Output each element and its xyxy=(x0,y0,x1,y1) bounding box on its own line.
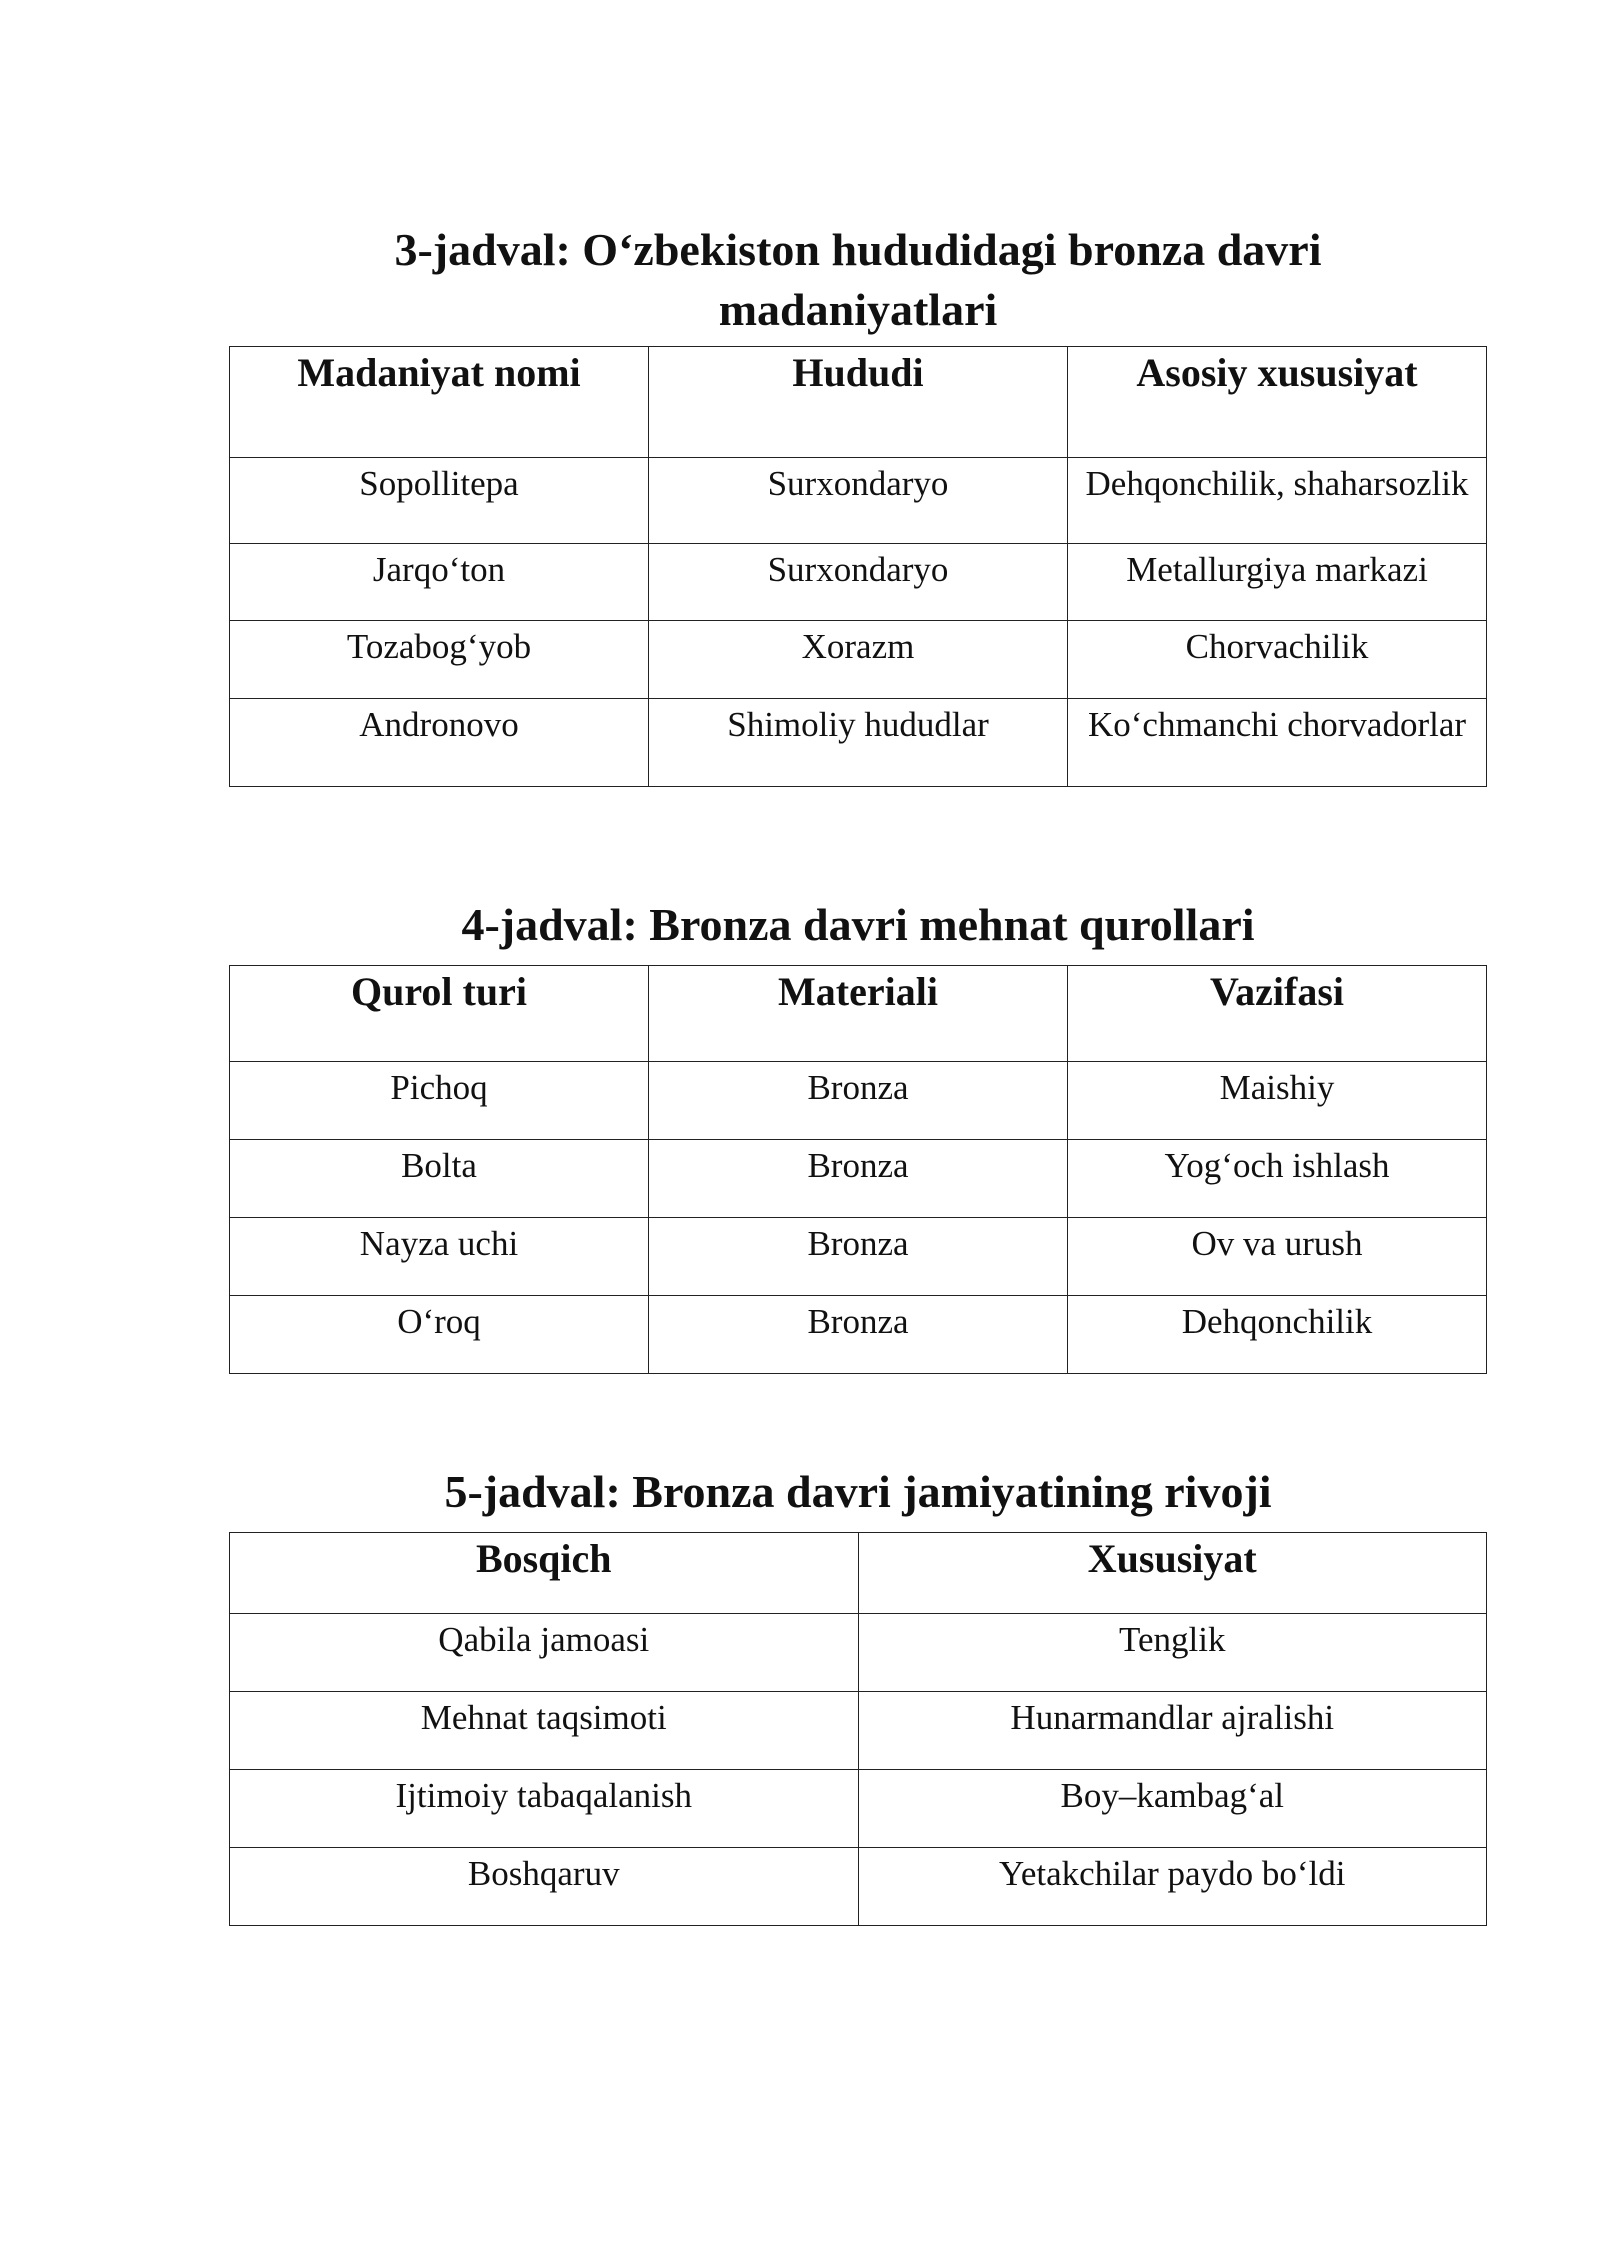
table-row xyxy=(230,544,1487,621)
table-cell: Hunarmandlar ajralishi xyxy=(858,1692,1487,1770)
table-row xyxy=(230,1770,1487,1848)
table3-section xyxy=(229,220,1487,787)
table-row xyxy=(230,621,1487,699)
table-cell: Ijtimoiy tabaqalanish xyxy=(230,1770,859,1848)
table-header-cell: Materiali xyxy=(649,966,1068,1062)
table5-title: 5-jadval: Bronza davri jamiyatining rivoji xyxy=(444,1466,1272,1517)
table-cell: Shimoliy hududlar xyxy=(649,699,1068,787)
table-cell: Dehqonchilik, shaharsozlik xyxy=(1068,458,1487,544)
table-cell: Pichoq xyxy=(230,1062,649,1140)
table-cell: Ov va urush xyxy=(1068,1218,1487,1296)
table-header-cell: Bosqich xyxy=(230,1533,859,1614)
table-row xyxy=(230,1140,1487,1218)
table-cell: Yetakchilar paydo bo‘ldi xyxy=(858,1848,1487,1926)
table-cell: Bronza xyxy=(649,1296,1068,1374)
table-row xyxy=(230,1692,1487,1770)
table-header-row xyxy=(230,347,1487,458)
table-cell: Bronza xyxy=(649,1062,1068,1140)
table4 xyxy=(229,965,1487,1374)
table-cell: Boy–kambag‘al xyxy=(858,1770,1487,1848)
table-cell: Sopollitepa xyxy=(230,458,649,544)
table-cell: Surxondaryo xyxy=(649,544,1068,621)
table-cell: Ko‘chmanchi chorvadorlar xyxy=(1068,699,1487,787)
table-cell: Jarqo‘ton xyxy=(230,544,649,621)
table-row xyxy=(230,1062,1487,1140)
table-cell: Surxondaryo xyxy=(649,458,1068,544)
table-cell: Chorvachilik xyxy=(1068,621,1487,699)
table-header-row xyxy=(230,1533,1487,1614)
table-cell: Boshqaruv xyxy=(230,1848,859,1926)
table-row xyxy=(230,1848,1487,1926)
table-cell: Mehnat taqsimoti xyxy=(230,1692,859,1770)
table3-title: 3-jadval: O‘zbekiston hududidagi bronza davri madaniyatlari xyxy=(394,224,1322,335)
table-header-cell: Qurol turi xyxy=(230,966,649,1062)
table-cell: Xorazm xyxy=(649,621,1068,699)
table-cell: Andronovo xyxy=(230,699,649,787)
table-cell: Maishiy xyxy=(1068,1062,1487,1140)
table-header-cell: Hududi xyxy=(649,347,1068,458)
table-cell: Tenglik xyxy=(858,1614,1487,1692)
table-cell: Yog‘och ishlash xyxy=(1068,1140,1487,1218)
table-cell: Bronza xyxy=(649,1218,1068,1296)
table-row xyxy=(230,699,1487,787)
table3 xyxy=(229,346,1487,787)
table5-section xyxy=(229,1462,1487,1926)
table-header-cell: Xususiyat xyxy=(858,1533,1487,1614)
table-header-cell: Vazifasi xyxy=(1068,966,1487,1062)
table-cell: Qabila jamoasi xyxy=(230,1614,859,1692)
table4-section xyxy=(229,895,1487,1374)
table-cell: Metallurgiya markazi xyxy=(1068,544,1487,621)
table-header-row xyxy=(230,966,1487,1062)
table-header-cell: Asosiy xususiyat xyxy=(1068,347,1487,458)
table-row xyxy=(230,1296,1487,1374)
table-cell: Nayza uchi xyxy=(230,1218,649,1296)
table-row xyxy=(230,1218,1487,1296)
table-cell: Tozabog‘yob xyxy=(230,621,649,699)
table-row xyxy=(230,1614,1487,1692)
table-cell: O‘roq xyxy=(230,1296,649,1374)
table4-title: 4-jadval: Bronza davri mehnat qurollari xyxy=(461,899,1255,950)
table-cell: Dehqonchilik xyxy=(1068,1296,1487,1374)
table5 xyxy=(229,1532,1487,1926)
table-cell: Bronza xyxy=(649,1140,1068,1218)
table-row xyxy=(230,458,1487,544)
table-cell: Bolta xyxy=(230,1140,649,1218)
table-header-cell: Madaniyat nomi xyxy=(230,347,649,458)
